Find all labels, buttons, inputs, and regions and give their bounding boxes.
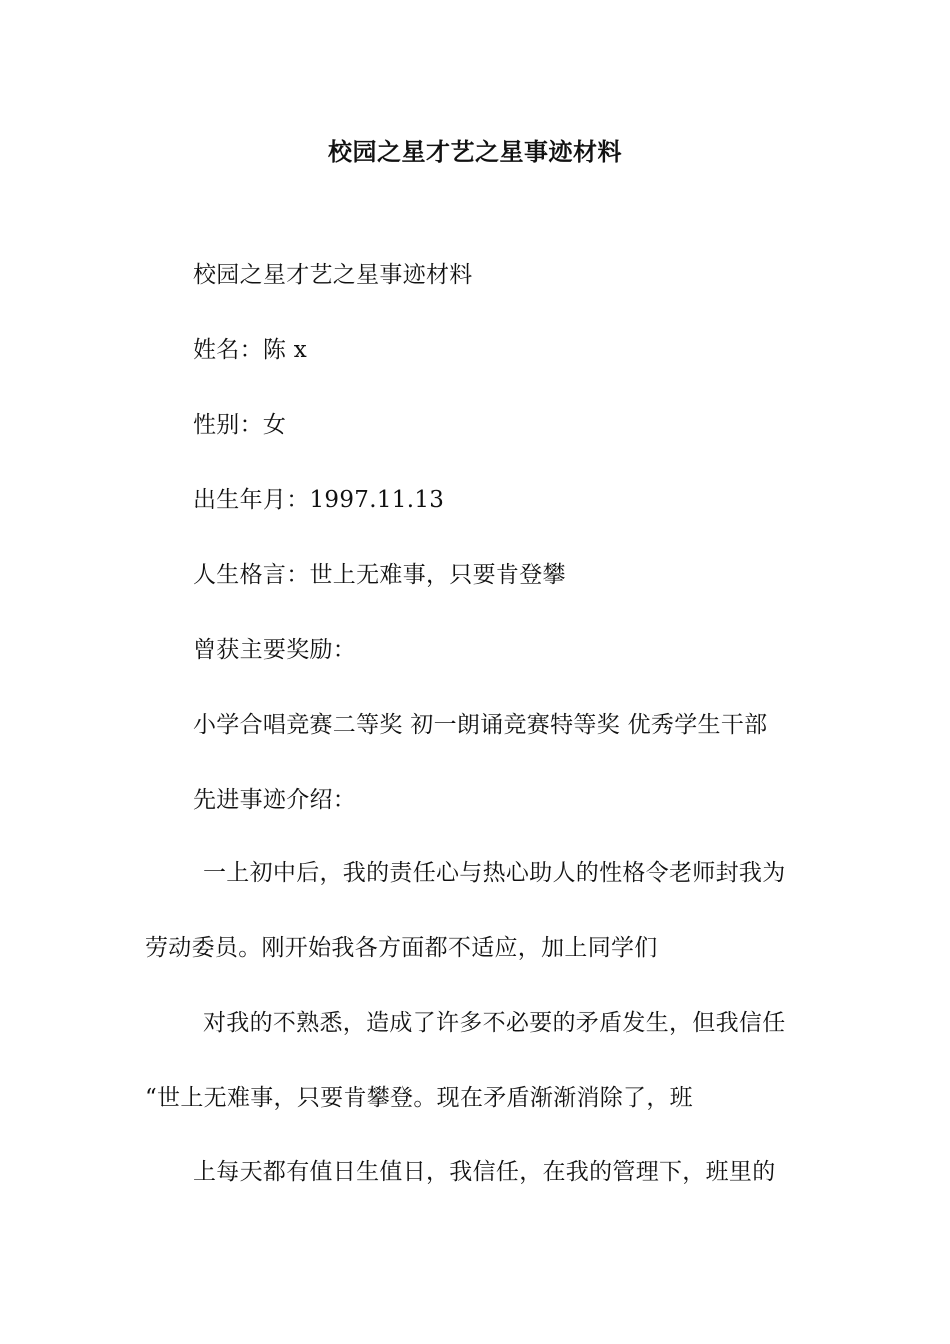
paragraph-line: 对我的不熟悉，造成了许多不必要的矛盾发生，但我信任 (203, 1010, 786, 1036)
gender-line: 性别：女 (193, 412, 287, 438)
awards-heading: 曾获主要奖励： (193, 637, 357, 663)
paragraph-line: “世上无难事，只要肯攀登。现在矛盾渐渐消除了，班 (145, 1085, 693, 1111)
motto-line: 人生格言：世上无难事，只要肯登攀 (193, 562, 566, 588)
paragraph-line: 劳动委员。刚开始我各方面都不适应，加上同学们 (145, 935, 658, 961)
paragraph-line: 一上初中后，我的责任心与热心助人的性格令老师封我为 (203, 860, 786, 886)
name-line: 姓名：陈 x (193, 337, 308, 363)
document-title: 校园之星才艺之星事迹材料 (328, 137, 622, 166)
paragraph-line: 上每天都有值日生值日，我信任，在我的管理下，班里的 (193, 1159, 776, 1185)
birth-date-line: 出生年月：1997.11.13 (193, 487, 445, 513)
awards-list: 小学合唱竞赛二等奖 初一朗诵竞赛特等奖 优秀学生干部 (193, 712, 768, 738)
subtitle-line: 校园之星才艺之星事迹材料 (193, 262, 473, 288)
deeds-heading: 先进事迹介绍： (193, 787, 357, 813)
